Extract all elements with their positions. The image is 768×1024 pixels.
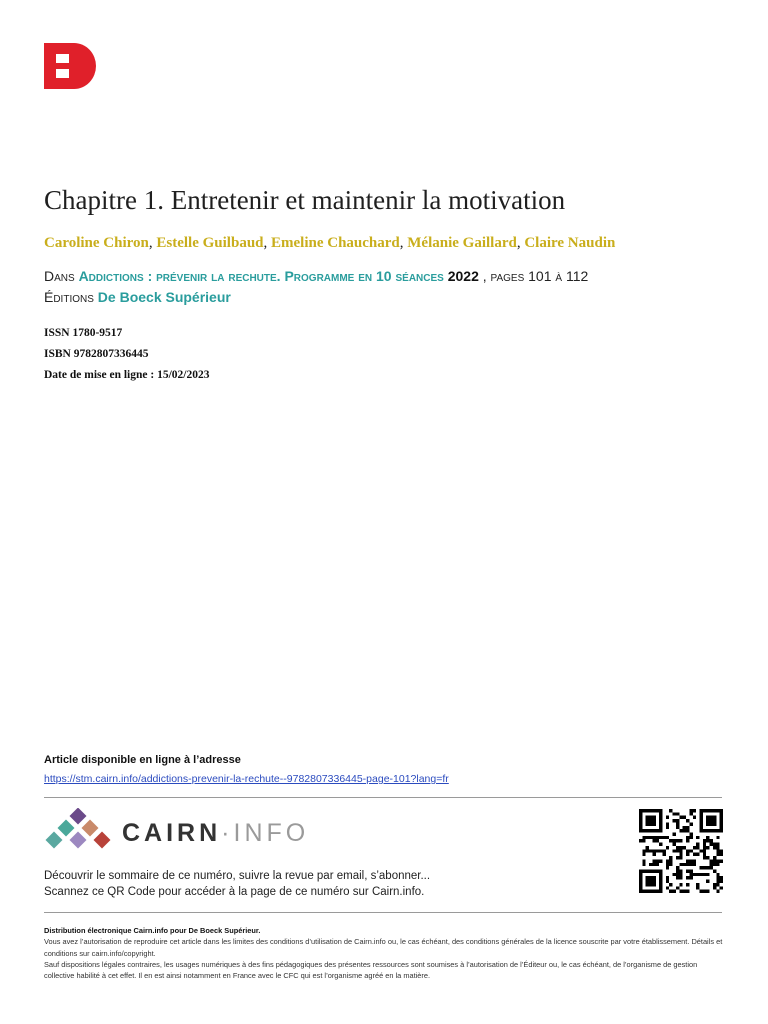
legal-heading: Distribution électronique Cairn.info pour De Boeck Supérieur. [44, 926, 261, 935]
author-link[interactable]: Mélanie Gaillard [407, 235, 517, 251]
online-date: Date de mise en ligne : 15/02/2023 [44, 369, 210, 381]
article-url-link[interactable]: https://stm.cairn.info/addictions-prevenir-la-rechute--9782807336445-page-101?lang=fr [44, 773, 449, 785]
divider [44, 912, 722, 913]
author-link[interactable]: Caroline Chiron [44, 235, 149, 251]
issn: ISSN 1780-9517 [44, 327, 123, 339]
qr-code-icon[interactable] [639, 809, 723, 893]
cairn-wordmark[interactable]: CAIRN·INFO [122, 819, 310, 847]
publisher-logo-icon [44, 43, 96, 89]
legal-paragraph: Vous avez l’autorisation de reproduire cet article dans les limites des conditions d’utilisation de Cairn.info ou, le cas échéant, des conditions générales de la licence souscrite par votre établissement. Détails et conditions sur cairn.info/copyright. [44, 937, 723, 958]
book-title-link[interactable]: Addictions : prévenir la rechute. Programme en 10 séances [78, 268, 444, 284]
legal-paragraph: Sauf dispositions légales contraires, les usages numériques à des fins pédagogiques des présentes ressources sont soumises à l’autorisation de l’Éditeur ou, le cas échéant, de l’organisme de gestion collective habilité à cet effet. Il en est ainsi notamment en France avec le CFC qui est l’organisme agréé en la matière. [44, 959, 698, 981]
cairn-logo-icon [44, 808, 114, 854]
publication-info [44, 266, 744, 308]
availability-label: Article disponible en ligne à l’adresse [44, 754, 241, 766]
dans-label: Dans [44, 268, 75, 284]
divider [44, 797, 722, 798]
chapter-title: Chapitre 1. Entretenir et maintenir la motivation [44, 185, 566, 215]
isbn: ISBN 9782807336445 [44, 348, 149, 360]
legal-notice [44, 925, 724, 981]
availability-block [44, 751, 724, 789]
publisher-link[interactable]: De Boeck Supérieur [97, 289, 231, 305]
editions-label: Éditions [44, 289, 94, 305]
author-link[interactable]: Claire Naudin [524, 235, 616, 251]
page-range: , pages 101 à 112 [482, 268, 589, 284]
author-link[interactable]: Estelle Guilbaud [156, 235, 264, 251]
author-link[interactable]: Emeline Chauchard [271, 235, 400, 251]
author-list: Caroline Chiron, Estelle Guilbaud, Emeline Chauchard, Mélanie Gaillard, Claire Naudin [44, 235, 616, 251]
bibliographic-meta [44, 323, 444, 386]
cairn-discover-text: Découvrir le sommaire de ce numéro, suivre la revue par email, s’abonner... Scannez ce QR Code pour accéder à la page de ce numéro sur Cairn.info. [44, 870, 431, 898]
publication-year: 2022 [447, 268, 479, 284]
